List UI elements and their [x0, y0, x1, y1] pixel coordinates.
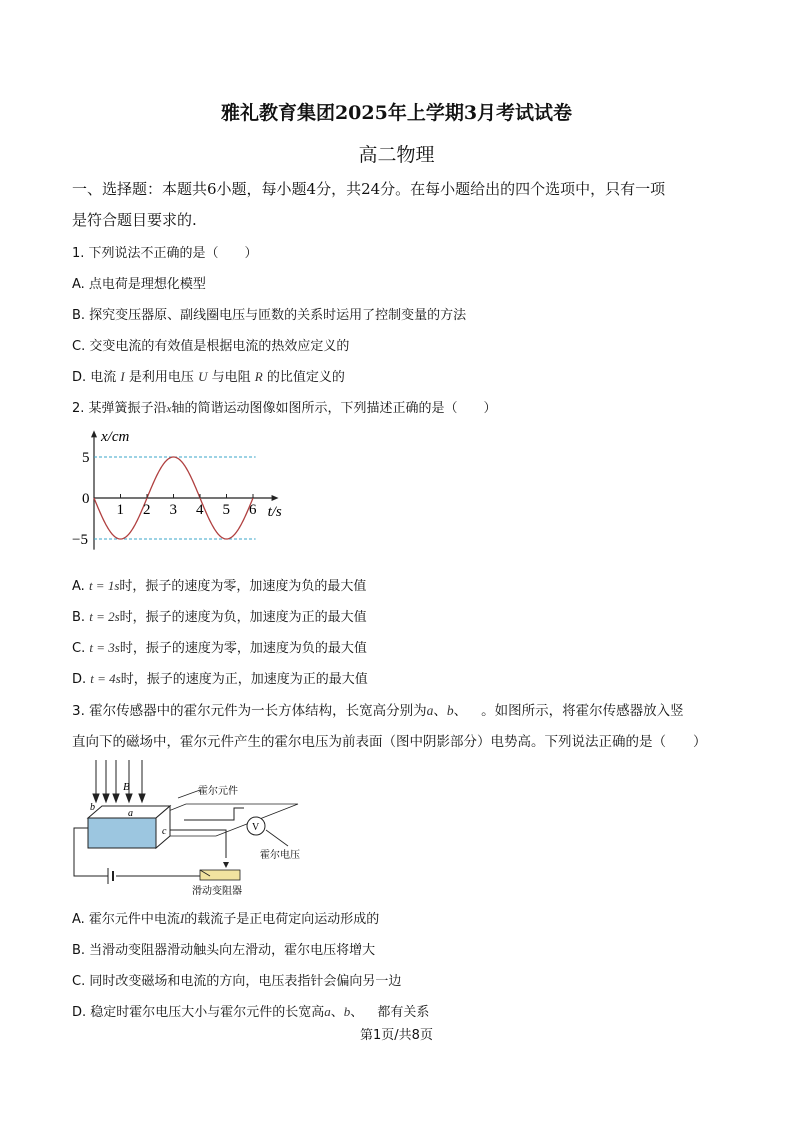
- x-tick-label-4: 4: [196, 502, 204, 518]
- q3-option-c: C. 同时改变磁场和电流的方向，电压表指针会偏向另一边: [72, 974, 402, 989]
- hall-voltage-label: 霍尔电压: [260, 850, 300, 861]
- q3-stem-line1: [72, 699, 684, 719]
- x-tick-label-5: 5: [222, 502, 230, 518]
- q3-d-post: 都有关系: [377, 1005, 430, 1020]
- q1-d-pre: D. 电流: [72, 370, 117, 385]
- q2-d-label: D.: [72, 672, 87, 687]
- q2-stem-pre: 2. 某弹簧振子沿: [72, 401, 167, 416]
- q2-stem: [72, 397, 496, 416]
- q2-a-label: A.: [72, 579, 85, 594]
- q1-option-a: A. 点电荷是理想化模型: [72, 277, 206, 292]
- q2-option-a: [72, 575, 366, 594]
- rheostat-slider: [223, 862, 229, 868]
- q1-option-d: [72, 366, 345, 385]
- y-tick-label-bottom: −5: [72, 532, 88, 548]
- q2-option-c: [72, 637, 367, 656]
- q2-d-time: t = 4s: [90, 671, 121, 686]
- q1-stem: 1. 下列说法不正确的是（ ）: [72, 246, 258, 261]
- q2-b-text: 时，振子的速度为负，加速度为正的最大值: [119, 610, 367, 625]
- y-axis-arrow: [91, 430, 97, 437]
- q3-b: b: [446, 703, 454, 718]
- x-tick-label-1: 1: [116, 502, 124, 518]
- element-label-b: b: [90, 802, 95, 813]
- q3-line1-pre: 3. 霍尔传感器中的霍尔元件为一长方体结构，长宽高分别为: [72, 703, 427, 719]
- x-tick-label-6: 6: [249, 502, 257, 518]
- page-footer: 第1页/共8页: [360, 1028, 433, 1043]
- q2-a-time: t = 1s: [88, 578, 120, 593]
- q3-d-b: b: [343, 1004, 351, 1019]
- x-tick-label-2: 2: [143, 502, 151, 518]
- q1-d-mid2: 与电阻: [211, 370, 251, 385]
- x-axis-label: t/s: [267, 504, 282, 520]
- q1-d-mid1: 是利用电压: [128, 370, 194, 385]
- q2-b-time: t = 2s: [89, 609, 120, 624]
- q3-option-a: [72, 908, 379, 927]
- q2-c-label: C.: [72, 641, 86, 656]
- x-axis-arrow: [272, 495, 279, 501]
- q3-d-sep2: 、: [350, 1005, 364, 1020]
- q3-a: a: [426, 703, 434, 718]
- q3-stem-line2: 直向下的磁场中，霍尔元件产生的霍尔电压为前表面（图中阴影部分）电势高。下列说法正确的是（ ）: [72, 734, 707, 750]
- element-name: 霍尔元件: [198, 786, 238, 797]
- q1-option-b: B. 探究变压器原、副线圈电压与匝数的关系时运用了控制变量的方法: [72, 308, 467, 323]
- page-subtitle: 高二物理: [358, 144, 435, 166]
- q3-d-pre: D. 稳定时霍尔电压大小与霍尔元件的长宽高: [72, 1005, 325, 1020]
- q1-d-i: I: [120, 369, 125, 384]
- q3-line1-post: 。如图所示，将霍尔传感器放入竖: [481, 703, 684, 719]
- section-heading-line2: 是符合题目要求的.: [72, 211, 197, 229]
- q2-stem-x: x: [166, 403, 172, 415]
- element-leader-line: [178, 790, 200, 798]
- field-label-b: B: [123, 781, 130, 793]
- q2-stem-post: 轴的简谐运动图像如图所示，下列描述正确的是（ ）: [171, 401, 497, 416]
- voltage-leader-line: [266, 830, 288, 846]
- element-label-a: a: [128, 808, 133, 819]
- y-tick-label-top: 5: [82, 450, 90, 466]
- q3-a-post: 的载流子是正电荷定向运动形成的: [184, 912, 380, 927]
- y-axis-label: x/cm: [101, 429, 130, 445]
- q2-d-text: 时，振子的速度为正，加速度为正的最大值: [120, 672, 368, 687]
- q3-d-a: a: [324, 1004, 331, 1019]
- battery: [108, 868, 113, 884]
- q2-b-label: B.: [72, 610, 86, 625]
- q3-d-sep1: 、: [330, 1005, 344, 1020]
- voltmeter-label: V: [252, 822, 260, 833]
- q2-option-d: [72, 668, 368, 687]
- q3-sep1: 、: [433, 703, 447, 719]
- q1-d-u: U: [198, 369, 208, 384]
- element-label-c: c: [162, 826, 167, 837]
- shm-chart: [70, 425, 300, 555]
- q1-option-c: C. 交变电流的有效值是根据电流的热效应定义的: [72, 339, 350, 354]
- q3-option-d: [72, 1001, 429, 1020]
- rheostat: [200, 870, 240, 880]
- page-title: 雅礼教育集团2025年上学期3月考试试卷: [220, 102, 573, 124]
- section-heading-line1: 一、选择题：本题共6小题，每小题4分，共24分。在每小题给出的四个选项中，只有一项: [72, 180, 666, 198]
- y-tick-label-zero: 0: [82, 491, 90, 507]
- x-tick-label-3: 3: [169, 502, 177, 518]
- q2-a-text: 时，振子的速度为零，加速度为负的最大值: [119, 579, 367, 594]
- q2-c-time: t = 3s: [89, 640, 120, 655]
- q3-a-i: I: [179, 911, 185, 926]
- q1-d-post: 的比值定义的: [266, 370, 345, 385]
- rheostat-label: 滑动变阻器: [192, 886, 242, 897]
- hall-sensor-figure: [66, 758, 336, 898]
- q3-option-b: B. 当滑动变阻器滑动触头向左滑动，霍尔电压将增大: [72, 943, 376, 958]
- q1-d-r: R: [254, 369, 263, 384]
- q2-option-b: [72, 606, 367, 625]
- q3-sep2: 、: [453, 703, 468, 719]
- q3-a-pre: A. 霍尔元件中电流: [72, 912, 180, 927]
- magnetic-field-arrows: [93, 760, 145, 802]
- q2-c-text: 时，振子的速度为零，加速度为负的最大值: [119, 641, 367, 656]
